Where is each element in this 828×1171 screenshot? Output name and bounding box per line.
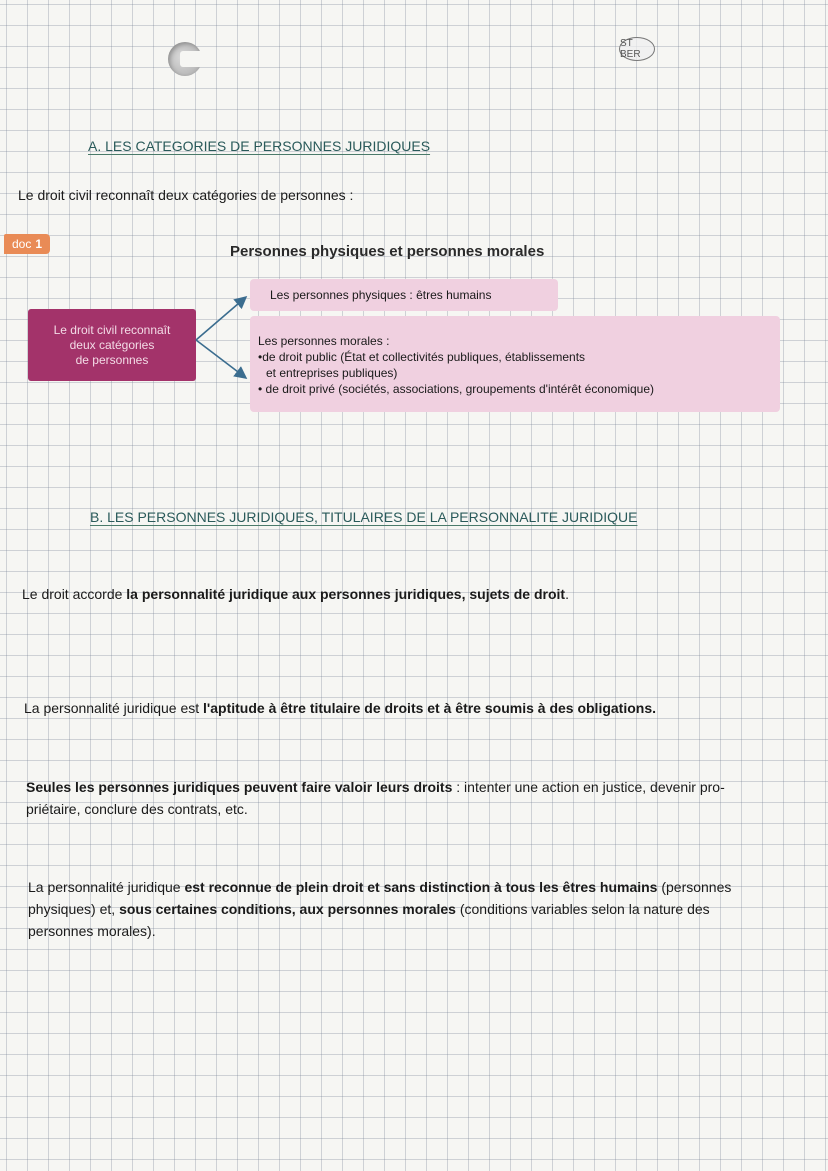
- p3-text-c: priétaire, conclure des contrats, etc.: [26, 801, 248, 817]
- p3-text-b: : intenter une action en justice, devenir pro-: [452, 779, 725, 795]
- p4-text-c: (personnes: [657, 879, 732, 895]
- paragraph-2: [24, 697, 656, 719]
- p4-text-d: physiques) et,: [28, 901, 120, 917]
- p2-text-b: l'aptitude à être titulaire de droits et à être soumis à des obligations.: [203, 700, 657, 716]
- paragraph-4: [28, 876, 820, 942]
- arrow-to-physical: [196, 297, 246, 340]
- p4-text-f: (conditions variables selon la nature des: [455, 901, 710, 917]
- section-b-heading: B. LES PERSONNES JURIDIQUES, TITULAIRES DE LA PERSONNALITE JURIDIQUE: [90, 509, 638, 525]
- root-box-line-2: deux catégories: [69, 337, 155, 352]
- moral-box-title: Les personnes morales :: [258, 334, 390, 348]
- root-box-line-1: Le droit civil reconnaît: [53, 322, 171, 337]
- moral-box-line-3: • de droit privé (sociétés, associations, groupements d'intérêt économique): [258, 382, 655, 396]
- moral-box-line-1: •de droit public (État et collectivités publiques, établissements: [258, 350, 586, 364]
- paragraph-3: [26, 776, 816, 820]
- doc-tag-number: 1: [35, 237, 43, 251]
- p4-text-b: est reconnue de plein droit et sans distinction à tous les êtres humains: [184, 879, 658, 895]
- stamp: ST BER: [619, 37, 655, 61]
- p2-text-a: La personnalité juridique est: [24, 700, 204, 716]
- moral-box-line-2: et entreprises publiques): [266, 366, 398, 380]
- physical-persons-box: Les personnes physiques : êtres humains: [250, 279, 558, 311]
- root-box-line-3: de personnes: [75, 352, 149, 367]
- paragraph-1: [22, 583, 569, 605]
- section-a-intro: Le droit civil reconnaît deux catégories de personnes :: [18, 187, 354, 203]
- diagram-title: Personnes physiques et personnes morales: [230, 243, 545, 260]
- p3-text-a: Seules les personnes juridiques peuvent faire valoir leurs droits: [26, 779, 453, 795]
- p1-text-b: la personnalité juridique aux personnes juridiques, sujets de droit: [126, 586, 566, 602]
- p1-text-c: .: [565, 586, 569, 602]
- section-a-heading: A. LES CATEGORIES DE PERSONNES JURIDIQUES: [88, 138, 431, 154]
- p4-text-a: La personnalité juridique: [28, 879, 185, 895]
- p4-text-g: personnes morales).: [28, 923, 156, 939]
- moral-persons-box: [250, 316, 780, 412]
- arrow-to-moral: [196, 340, 246, 378]
- p4-text-e: sous certaines conditions, aux personnes morales: [119, 901, 456, 917]
- p1-text-a: Le droit accorde: [22, 586, 127, 602]
- doc-tag-label: doc: [12, 237, 32, 251]
